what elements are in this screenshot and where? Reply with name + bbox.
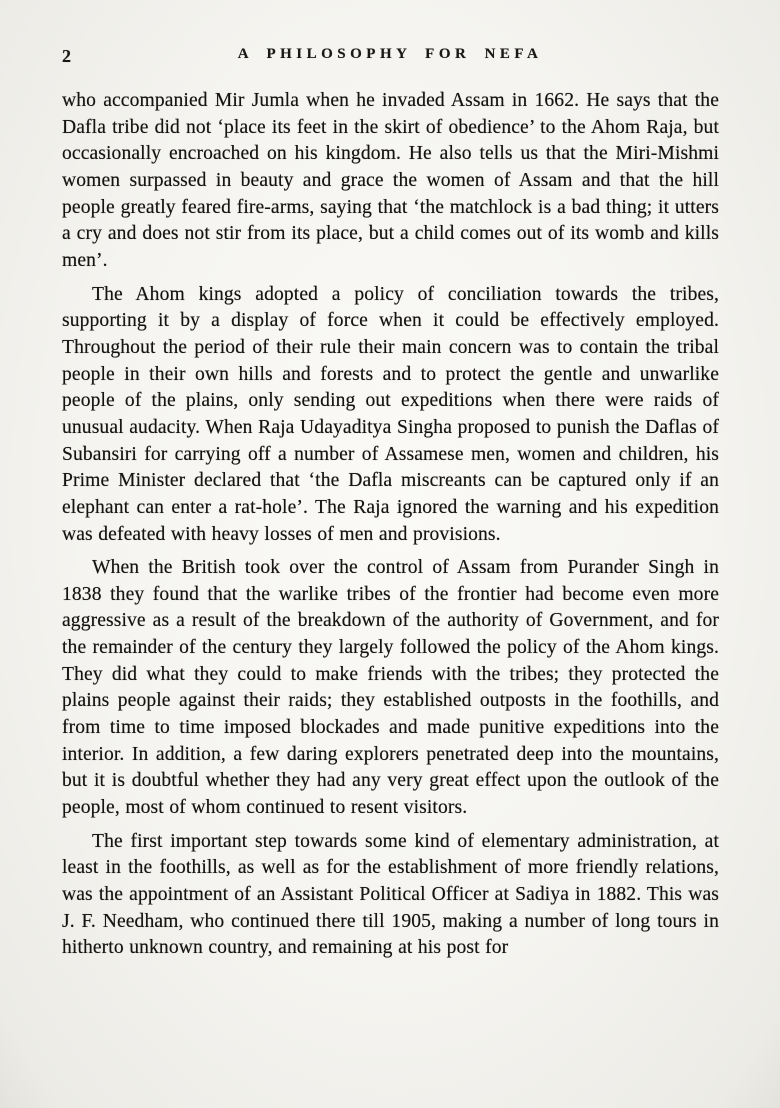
paragraph: The Ahom kings adopted a policy of conciliation towards the tribes, supporting it by a display of force when it could be effectively employed. Throughout the period of their rule their main concern was to contain the tribal people in their own hills and forests and to protect the gentle and unwarlike people of the plains, only sending out expeditions when there were raids of unusual audacity. When Raja Udayaditya Singha proposed to punish the Daflas of Subansiri for carrying off a number of Assamese men, women and children, his Prime Minister declared that ‘the Dafla miscreants can be captured only if an elephant can enter a rat-hole’. The Raja ignored the warning and his expedition was defeated with heavy losses of men and provisions. bbox=[62, 283, 719, 545]
running-header-title: A PHILOSOPHY FOR NEFA bbox=[237, 46, 543, 62]
paragraph: who accompanied Mir Jumla when he invaded Assam in 1662. He says that the Dafla tribe did not ‘place its feet in the skirt of obedience’ to the Ahom Raja, but occasionally encroached on his kingdom. He also tells us that the Miri-Mishmi women surpassed in beauty and grace the women of Assam and that the hill people greatly feared fire-arms, saying that ‘the matchlock is a bad thing; it utters a cry and does not stir from its place, but a child comes out of its womb and kills men’. bbox=[62, 90, 719, 271]
paragraph: When the British took over the control of Assam from Purander Singh in 1838 they found that the warlike tribes of the frontier had become even more aggressive as a result of the breakdown of the authority of Government, and for the remainder of the century they largely followed the policy of the Ahom kings. They did what they could to make friends with the tribes; they protected the plains people against their raids; they established outposts in the foothills, and from time to time imposed blockades and made punitive expeditions into the interior. In addition, a few daring explorers penetrated deep into the mountains, but it is doubtful whether they had any very great effect upon the outlook of the people, most of whom continued to resent visitors. bbox=[62, 557, 719, 819]
body-text bbox=[62, 88, 719, 962]
paragraph: The first important step towards some kind of elementary administration, at least in the foothills, as well as for the establishment of more friendly relations, was the appointment of an Assistant Political Officer at Sadiya in 1882. This was J. F. Needham, who continued there till 1905, making a number of long tours in hitherto unknown country, and remaining at his post for bbox=[62, 830, 719, 959]
page-number: 2 bbox=[62, 46, 71, 66]
running-header bbox=[62, 46, 718, 70]
